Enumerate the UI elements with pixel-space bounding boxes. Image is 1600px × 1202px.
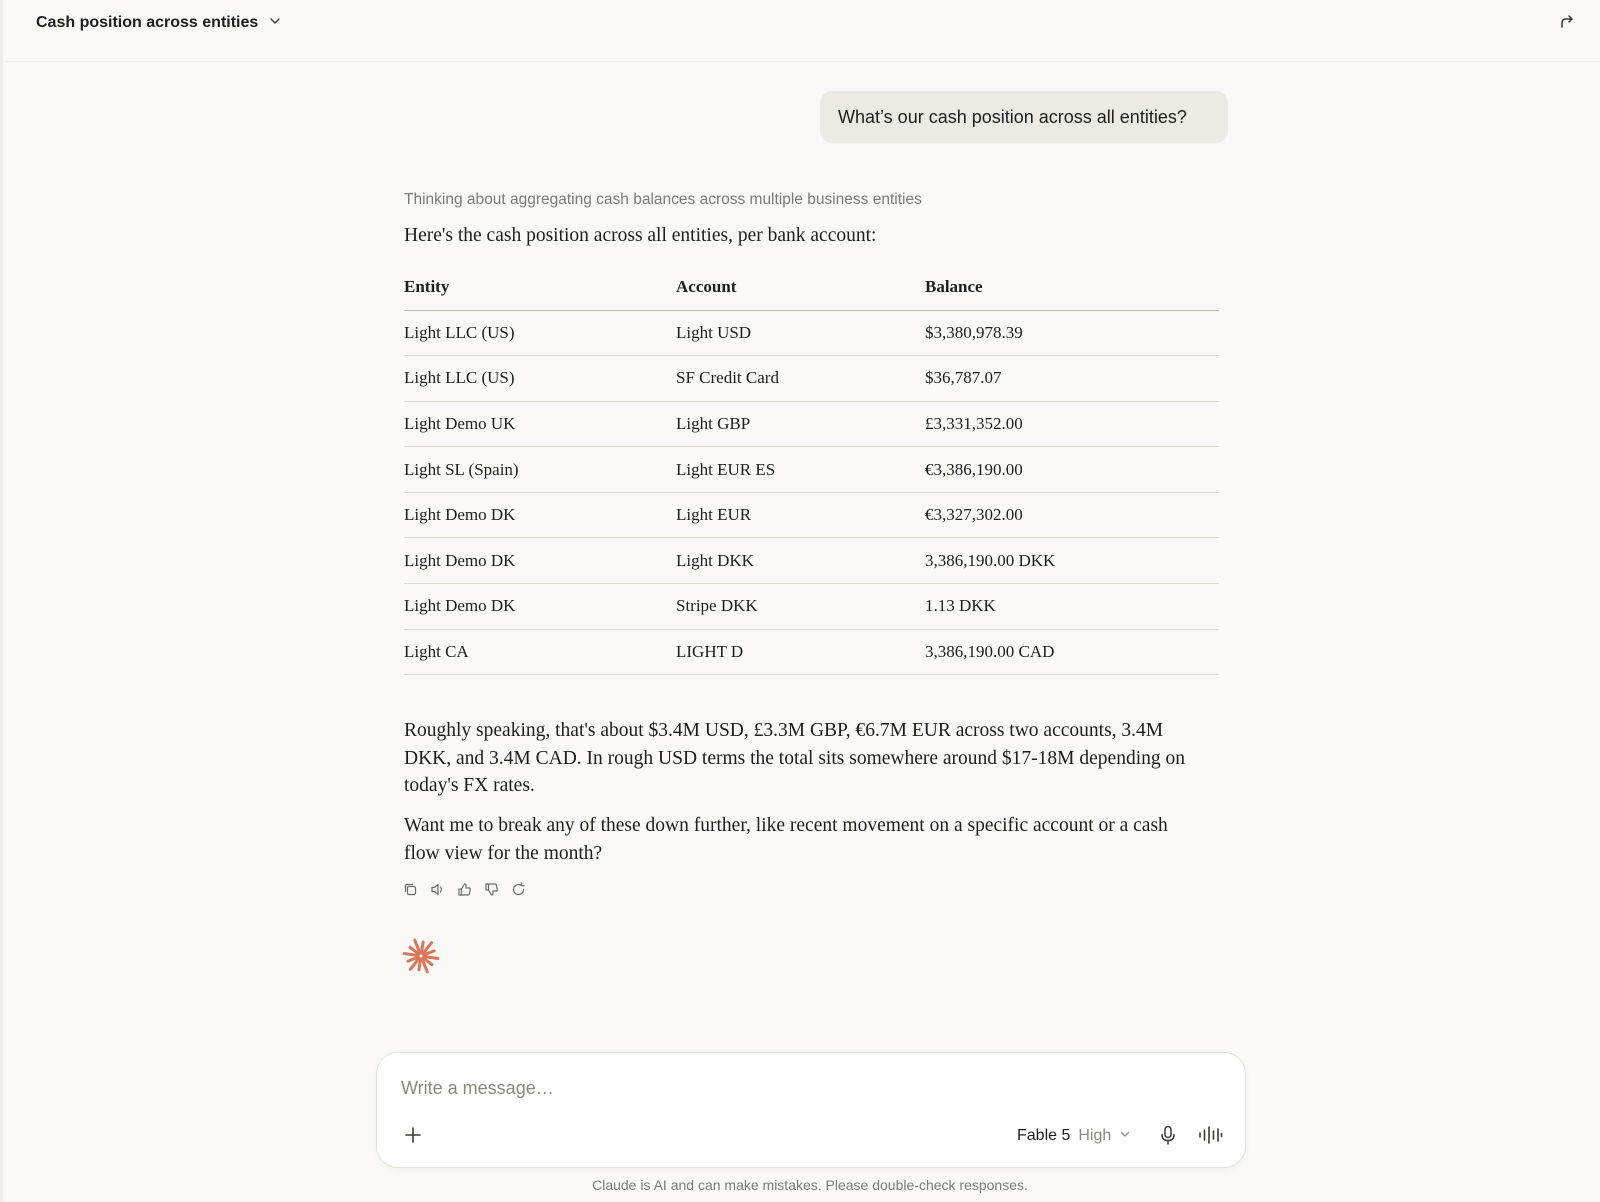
cell-account: Stripe DKK <box>676 584 925 630</box>
speaker-icon[interactable] <box>430 882 447 899</box>
cell-entity: Light Demo DK <box>404 492 676 538</box>
response-intro: Here's the cash position across all entities, per bank account: <box>404 225 877 246</box>
cell-account: Light EUR <box>676 492 925 538</box>
microphone-icon[interactable] <box>1157 1124 1179 1146</box>
conversation-title: Cash position across entities <box>36 14 259 31</box>
user-message <box>820 91 1228 143</box>
model-selector[interactable] <box>1017 1124 1131 1148</box>
cell-entity: Light LLC (US) <box>404 310 676 356</box>
column-header-account: Account <box>676 264 925 310</box>
thinking-summary[interactable]: Thinking about aggregating cash balances across multiple business entities <box>404 191 922 208</box>
conversation-title-button[interactable] <box>36 10 282 36</box>
cell-entity: Light Demo DK <box>404 538 676 584</box>
cell-account: Light USD <box>676 310 925 356</box>
thumbs-up-icon[interactable] <box>457 882 474 899</box>
cell-account: Light GBP <box>676 401 925 447</box>
message-composer <box>376 1052 1246 1168</box>
cell-account: Light EUR ES <box>676 447 925 493</box>
table-row <box>404 538 1219 584</box>
cell-balance: 1.13 DKK <box>925 584 1219 630</box>
cell-balance: 3,386,190.00 DKK <box>925 538 1219 584</box>
cell-account: Light DKK <box>676 538 925 584</box>
column-header-entity: Entity <box>404 264 676 310</box>
sidebar-edge <box>0 0 3 1202</box>
cash-table <box>404 264 1219 675</box>
cell-entity: Light LLC (US) <box>404 356 676 402</box>
thumbs-down-icon[interactable] <box>484 882 501 899</box>
cell-balance: £3,331,352.00 <box>925 401 1219 447</box>
cell-account: SF Credit Card <box>676 356 925 402</box>
table-row <box>404 447 1219 493</box>
share-icon[interactable] <box>1558 12 1580 34</box>
copy-icon[interactable] <box>403 882 420 899</box>
model-name: Fable 5 <box>1017 1127 1071 1144</box>
table-row <box>404 401 1219 447</box>
header <box>3 0 1600 62</box>
cell-balance: €3,386,190.00 <box>925 447 1219 493</box>
cell-balance: €3,327,302.00 <box>925 492 1219 538</box>
message-actions <box>403 882 528 899</box>
disclaimer: Claude is AI and can make mistakes. Please double-check responses. <box>592 1177 1028 1193</box>
column-header-balance: Balance <box>925 264 1219 310</box>
table-row <box>404 584 1219 630</box>
cell-balance: 3,386,190.00 CAD <box>925 629 1219 675</box>
message-input[interactable] <box>401 1073 1201 1103</box>
chevron-down-icon <box>268 14 282 33</box>
table-row <box>404 356 1219 402</box>
effort-level: High <box>1078 1127 1112 1144</box>
voice-mode-icon[interactable] <box>1197 1124 1223 1146</box>
user-message-text: What’s our cash position across all entities? <box>838 106 1187 127</box>
chevron-down-icon <box>1119 1127 1131 1145</box>
retry-icon[interactable] <box>511 882 528 899</box>
response-paragraph: Roughly speaking, that's about $3.4M USD, £3.3M GBP, €6.7M EUR across two accounts, 3.4M DKK, and 3.4M CAD. In rough USD terms the total sits somewhere around $17-18M depending on today's FX rates. <box>404 720 1185 796</box>
cell-entity: Light Demo UK <box>404 401 676 447</box>
cell-entity: Light CA <box>404 629 676 675</box>
table-row <box>404 310 1219 356</box>
plus-icon[interactable] <box>403 1125 423 1145</box>
cell-account: LIGHT D <box>676 629 925 675</box>
response-paragraph: Want me to break any of these down further, like recent movement on a specific account or a cash flow view for the month? <box>404 815 1168 864</box>
table-row <box>404 492 1219 538</box>
claude-spark-icon <box>402 937 440 975</box>
cell-entity: Light SL (Spain) <box>404 447 676 493</box>
cell-balance: $3,380,978.39 <box>925 310 1219 356</box>
cell-entity: Light Demo DK <box>404 584 676 630</box>
cell-balance: $36,787.07 <box>925 356 1219 402</box>
table-row <box>404 629 1219 675</box>
table-header-row <box>404 264 1219 310</box>
